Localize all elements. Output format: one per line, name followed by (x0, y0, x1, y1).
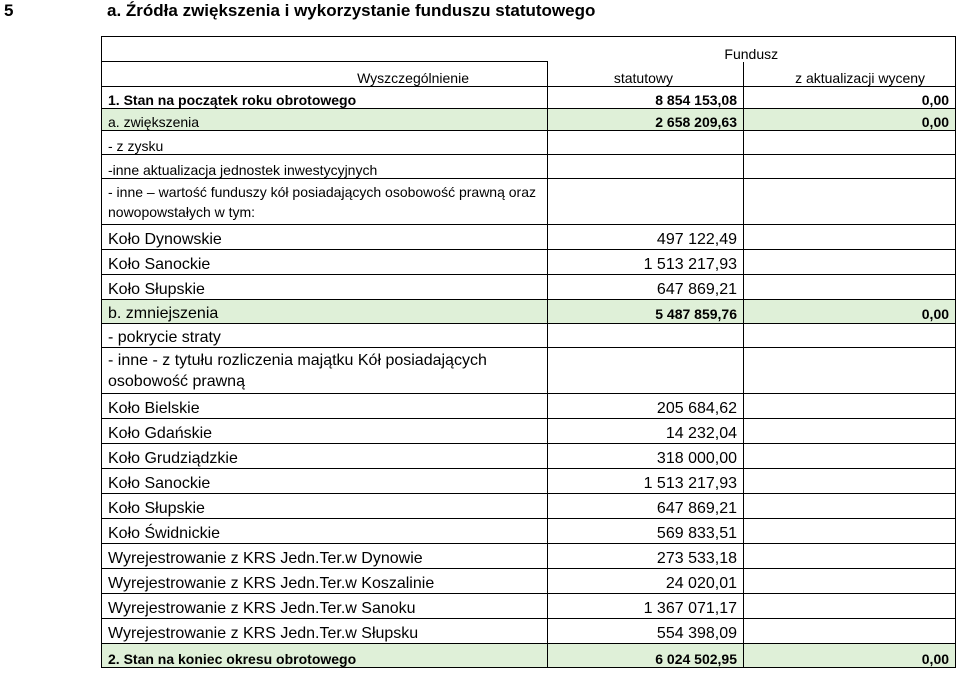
row-label: Wyrejestrowanie z KRS Jedn.Ter.w Dynowie (102, 544, 548, 569)
row-label: 2. Stan na koniec okresu obrotowego (102, 644, 548, 668)
row-label: - z zysku (102, 131, 548, 155)
row-label: 1. Stan na początek roku obrotowego (102, 87, 548, 109)
row-label: Wyrejestrowanie z KRS Jedn.Ter.w Sanoku (102, 594, 548, 619)
row-label: Koło Bielskie (102, 394, 548, 419)
table-row (102, 419, 956, 444)
row-label: Koło Słupskie (102, 494, 548, 519)
row-value-aktualizacja (744, 250, 956, 275)
row-label: - inne – wartość funduszy kół posiadających osobowość prawną oraz nowopowstałych w tym: (102, 179, 548, 225)
row-label: Koło Sanockie (102, 250, 548, 275)
row-value-aktualizacja (744, 275, 956, 300)
row-label: Wyrejestrowanie z KRS Jedn.Ter.w Słupsku (102, 619, 548, 644)
header-blank (102, 37, 548, 62)
row-value-aktualizacja (744, 348, 956, 394)
row-value-statutowy (548, 131, 744, 155)
row-value-aktualizacja (744, 494, 956, 519)
table-row (102, 348, 956, 394)
row-value-statutowy: 5 487 859,76 (548, 300, 744, 324)
row-value-statutowy (548, 179, 744, 225)
row-value-statutowy (548, 348, 744, 394)
section-number: 5 (4, 1, 14, 20)
row-value-aktualizacja (744, 324, 956, 348)
row-value-statutowy: 8 854 153,08 (548, 87, 744, 109)
table-row (102, 594, 956, 619)
table-row (102, 179, 956, 225)
header-row-1 (102, 37, 956, 62)
row-value-statutowy: 24 020,01 (548, 569, 744, 594)
row-value-aktualizacja (744, 155, 956, 179)
table-row (102, 275, 956, 300)
row-value-aktualizacja (744, 131, 956, 155)
table-row (102, 644, 956, 668)
row-value-aktualizacja (744, 569, 956, 594)
table-row (102, 109, 956, 131)
row-label: Koło Gdańskie (102, 419, 548, 444)
table-row (102, 444, 956, 469)
row-value-statutowy: 6 024 502,95 (548, 644, 744, 668)
section-heading (0, 0, 960, 24)
row-value-aktualizacja (744, 444, 956, 469)
col-header-desc: Wyszczególnienie (102, 62, 548, 87)
row-label: - pokrycie straty (102, 324, 548, 348)
table-row (102, 250, 956, 275)
row-value-statutowy (548, 324, 744, 348)
section-title: a. Źródła zwiększenia i wykorzystanie funduszu statutowego (107, 1, 596, 20)
table-row (102, 519, 956, 544)
row-value-aktualizacja (744, 519, 956, 544)
row-label: Koło Słupskie (102, 275, 548, 300)
row-value-aktualizacja (744, 394, 956, 419)
row-value-statutowy: 647 869,21 (548, 494, 744, 519)
row-label: Koło Grudziądzkie (102, 444, 548, 469)
row-value-statutowy: 1 513 217,93 (548, 250, 744, 275)
row-value-statutowy: 497 122,49 (548, 225, 744, 250)
row-label: -inne aktualizacja jednostek inwestycyjnych (102, 155, 548, 179)
row-value-statutowy: 569 833,51 (548, 519, 744, 544)
row-label: Koło Świdnickie (102, 519, 548, 544)
row-value-statutowy: 554 398,09 (548, 619, 744, 644)
row-value-statutowy: 205 684,62 (548, 394, 744, 419)
row-label: - inne - z tytułu rozliczenia majątku Kół posiadających osobowość prawną (102, 348, 548, 394)
row-label: Wyrejestrowanie z KRS Jedn.Ter.w Koszalinie (102, 569, 548, 594)
table-row (102, 87, 956, 109)
row-value-statutowy: 273 533,18 (548, 544, 744, 569)
row-value-aktualizacja (744, 594, 956, 619)
row-value-statutowy: 14 232,04 (548, 419, 744, 444)
row-value-aktualizacja (744, 544, 956, 569)
header-row-2 (102, 62, 956, 87)
table-row (102, 544, 956, 569)
row-value-aktualizacja: 0,00 (744, 109, 956, 131)
table-row (102, 324, 956, 348)
row-value-aktualizacja: 0,00 (744, 644, 956, 668)
row-value-aktualizacja (744, 619, 956, 644)
row-label: Koło Dynowskie (102, 225, 548, 250)
row-value-statutowy: 318 000,00 (548, 444, 744, 469)
row-value-statutowy: 647 869,21 (548, 275, 744, 300)
table-row (102, 225, 956, 250)
row-value-statutowy: 1 367 071,17 (548, 594, 744, 619)
row-value-aktualizacja (744, 419, 956, 444)
row-value-statutowy: 2 658 209,63 (548, 109, 744, 131)
table-row (102, 469, 956, 494)
table-row (102, 300, 956, 324)
table-row (102, 619, 956, 644)
row-value-statutowy: 1 513 217,93 (548, 469, 744, 494)
row-label: Koło Sanockie (102, 469, 548, 494)
row-value-aktualizacja (744, 469, 956, 494)
row-value-aktualizacja (744, 179, 956, 225)
table-row (102, 155, 956, 179)
row-value-aktualizacja: 0,00 (744, 87, 956, 109)
table-row (102, 394, 956, 419)
row-label: b. zmniejszenia (102, 300, 548, 324)
fund-table (101, 36, 956, 668)
table-row (102, 131, 956, 155)
table-row (102, 569, 956, 594)
fundusz-header: Fundusz (548, 37, 956, 62)
row-label: a. zwiększenia (102, 109, 548, 131)
table-row (102, 494, 956, 519)
col-header-statutowy: statutowy (548, 62, 744, 87)
row-value-statutowy (548, 155, 744, 179)
row-value-aktualizacja (744, 225, 956, 250)
col-header-aktualizacja: z aktualizacji wyceny (744, 62, 956, 87)
row-value-aktualizacja: 0,00 (744, 300, 956, 324)
